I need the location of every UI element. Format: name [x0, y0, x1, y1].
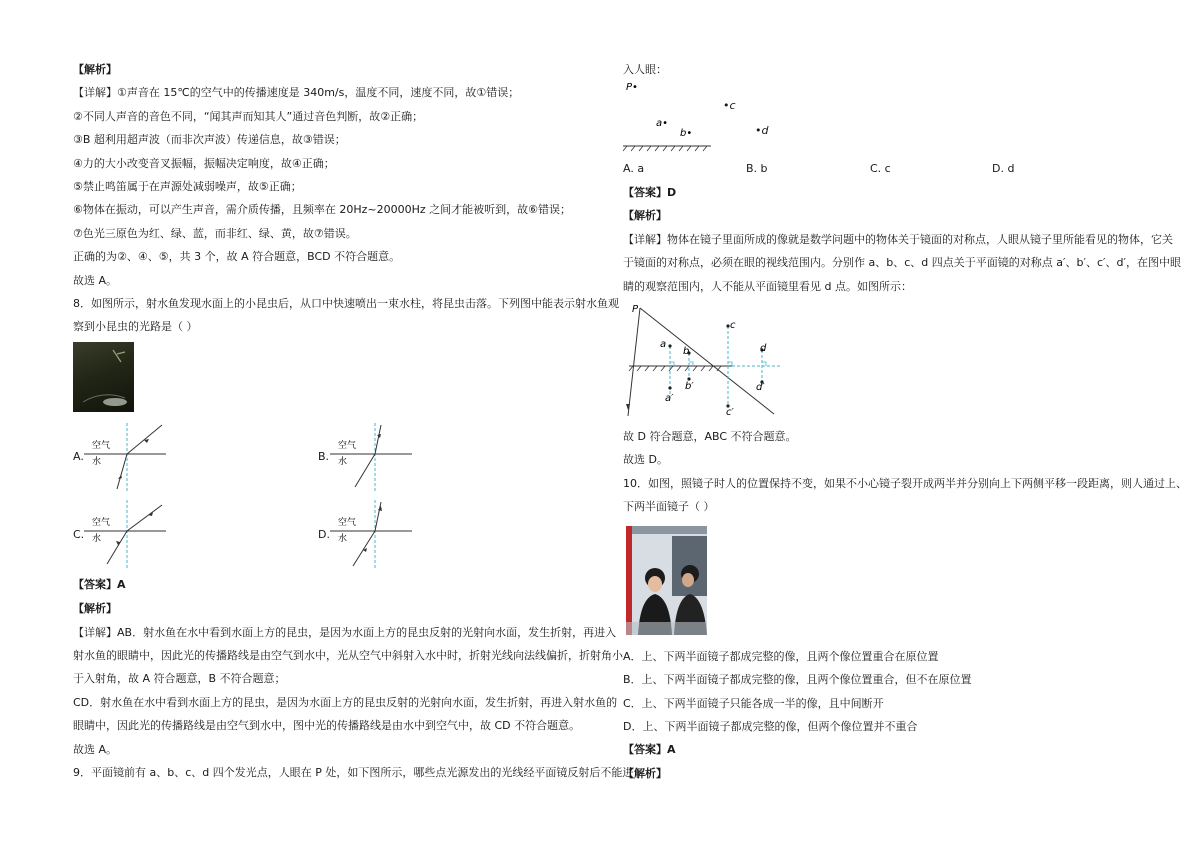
explain-line: 于入射角，故 A 符合题意，B 不符合题意；: [73, 672, 286, 685]
water-label: 水: [338, 457, 348, 467]
option-b-diagram: [330, 423, 420, 495]
label-c-image: c′: [726, 407, 734, 418]
question-8-text: 察到小昆虫的光路是（ ）: [73, 320, 198, 333]
label-c: c: [730, 320, 736, 331]
explain-line: CD．射水鱼在水中看到水面上方的昆虫，是因为水面上方的昆虫反射的光射向水面，发生折射，再进入射水鱼的: [73, 696, 618, 709]
water-label: 水: [338, 534, 348, 544]
explain-line: 眼睛中，因此光的传播路线是由空气到水中，图中光的传播路线是由水中到空气中，故 CD 不符合题意。: [73, 719, 581, 732]
conclusion-line: 故 D 符合题意，ABC 不符合题意。: [623, 430, 797, 443]
label-a: a: [660, 339, 667, 350]
analysis-8-heading: 【解析】: [73, 602, 117, 615]
label-a-image: a′: [665, 393, 674, 404]
choice-line: 故选 A。: [73, 274, 118, 287]
analysis-heading: 【解析】: [73, 63, 117, 76]
question-8-text: 8．如图所示，射水鱼发现水面上的小昆虫后，从口中快速喷出一束水柱，将昆虫击落。下列图中能表示射水鱼观: [73, 297, 619, 310]
air-label: 空气: [92, 518, 111, 528]
answer-9: 【答案】D: [623, 186, 677, 199]
water-label: 水: [92, 534, 102, 544]
question-10-text: 下两半面镜子（ ）: [623, 500, 715, 513]
air-label: 空气: [338, 441, 357, 451]
point-c: •c: [723, 99, 736, 112]
explain-line: 于镜面的对称点，必须在眼的视线范围内。分别作 a、b、c、d 四点关于平面镜的对称点 a′、b′、c′、d′，在图中眼: [623, 256, 1181, 269]
air-label: 空气: [92, 441, 111, 451]
question-9-text: 9．平面镜前有 a、b、c、d 四个发光点，人眼在 P 处，如下图所示，哪些点光源发出的光线经平面镜反射后不能进: [73, 766, 634, 779]
label-d: d: [760, 343, 767, 354]
mirror-photo-detail: [626, 526, 707, 635]
option-9c: C. c: [870, 162, 891, 175]
option-9b: B. b: [746, 162, 768, 175]
air-label: 空气: [338, 518, 357, 528]
explain-line: ⑤禁止鸣笛属于在声源处减弱噪声，故⑤正确；: [73, 180, 302, 193]
explain-line: ④力的大小改变音叉振幅，振幅决定响度，故④正确；: [73, 157, 335, 170]
option-c-diagram: [84, 500, 174, 572]
point-a: a•: [656, 118, 669, 129]
archerfish-photo-detail: [73, 342, 134, 412]
option-d-diagram: [330, 500, 420, 572]
explain-line: ⑥物体在振动，可以产生声音，需介质传播，且频率在 20Hz~20000Hz 之间才能被听到，故⑥错误；: [73, 203, 572, 216]
answer-10: 【答案】A: [623, 743, 676, 756]
explain-line: 【详解】AB．射水鱼在水中看到水面上方的昆虫，是因为水面上方的昆虫反射的光射向水面，发生折射，再进入: [73, 626, 617, 639]
choice-line: 故选 A。: [73, 743, 118, 756]
label-d-image: d′: [756, 382, 765, 393]
label-b-image: b′: [685, 381, 694, 392]
option-a-label: A.: [73, 450, 84, 463]
explain-line: 睛的观察范围内，人不能从平面镜里看见 d 点。如图所示：: [623, 280, 912, 293]
water-label: 水: [92, 457, 102, 467]
option-10b: B．上、下两半面镜子都成完整的像，且两个像位置重合，但不在原位置: [623, 673, 972, 686]
answer-8: 【答案】A: [73, 578, 126, 591]
explain-line: ⑦色光三原色为红、绿、蓝，而非红、绿、黄，故⑦错误。: [73, 227, 357, 240]
analysis-10-heading: 【解析】: [623, 767, 667, 780]
option-c-label: C.: [73, 528, 85, 541]
option-10c: C．上、下两半面镜子只能各成一半的像，且中间断开: [623, 697, 884, 710]
choice-line: 故选 D。: [623, 453, 668, 466]
option-a-diagram: [84, 423, 174, 495]
archerfish-photo: [73, 342, 134, 412]
analysis-9-heading: 【解析】: [623, 209, 667, 222]
point-d: •d: [755, 124, 769, 137]
explain-line: 【详解】①声音在 15℃的空气中的传播速度是 340m/s，温度不同，速度不同，故①错误；: [73, 86, 520, 99]
option-9a: A. a: [623, 162, 645, 175]
option-10a: A．上、下两半面镜子都成完整的像，且两个像位置重合在原位置: [623, 650, 939, 663]
explain-line: ②不同人声音的音色不同，“闻其声而知其人”通过音色判断，故②正确；: [73, 110, 424, 123]
explain-line: 射水鱼的眼睛中，因此光的传播路线是由空气到水中，光从空气中斜射入水中时，折射光线向法线偏折，折射角小: [73, 649, 623, 662]
mirror-photo: [626, 526, 707, 635]
question-9-figure: [623, 78, 723, 154]
point-b: b•: [680, 128, 693, 139]
option-b-label: B.: [318, 450, 330, 463]
label-P: P: [632, 304, 639, 315]
question-10-text: 10．如图，照镜子时人的位置保持不变，如果不小心镜子裂开成两半并分别向上下两侧平移一段距离，则人通过上、: [623, 477, 1187, 490]
explain-line: ③B 超利用超声波（而非次声波）传递信息，故③错误；: [73, 133, 346, 146]
explain-line: 正确的为②、④、⑤，共 3 个，故 A 符合题意，BCD 不符合题意。: [73, 250, 401, 263]
mirror-reflection-diagram: [622, 298, 782, 420]
option-d-label: D.: [318, 528, 330, 541]
explain-line: 【详解】物体在镜子里面所成的像就是数学问题中的物体关于镜面的对称点，人眼从镜子里所能看见的物体，它关: [623, 233, 1173, 246]
point-P: P•: [626, 82, 638, 93]
option-10d: D．上、下两半面镜子都成完整的像，但两个像位置并不重合: [623, 720, 918, 733]
option-9d: D. d: [992, 162, 1015, 175]
question-9-text: 入人眼：: [623, 63, 667, 76]
label-b: b: [683, 346, 690, 357]
